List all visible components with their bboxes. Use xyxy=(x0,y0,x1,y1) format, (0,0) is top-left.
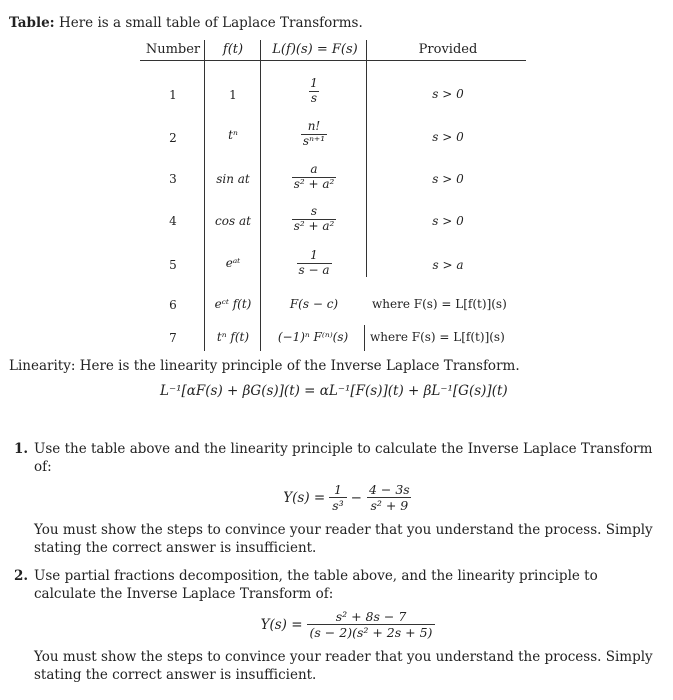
col-divider-3 xyxy=(366,40,367,277)
row-5-number: 5 xyxy=(169,258,177,272)
row-7-f: tⁿ f(t) xyxy=(216,330,250,344)
linearity-text: Here is the linearity principle of the Inverse Laplace Transform. xyxy=(79,358,520,374)
row-3-f: sin at xyxy=(216,172,250,186)
problem-2-number: 2. xyxy=(14,568,29,584)
header-rule xyxy=(140,60,526,61)
row-1-F-den: s xyxy=(310,90,318,105)
row-1-F xyxy=(262,76,366,106)
row-4-F-num: s xyxy=(310,204,318,218)
linearity-label: Linearity: xyxy=(9,358,76,374)
row-6-provided: where F(s) = L[f(t)](s) xyxy=(372,297,507,311)
problem-2-frac-den: (s − 2)(s² + 2s + 5) xyxy=(307,624,436,640)
problem-2-text: Use partial fractions decomposition, the table above, and the linearity principle to calculate the Inverse Laplace Transform of: xyxy=(34,568,598,602)
problem-1-frac2-den: s² + 9 xyxy=(367,497,411,513)
col-divider-2 xyxy=(260,40,261,351)
problem-2-frac-num: s² + 8s − 7 xyxy=(335,609,407,624)
row-1-provided: s > 0 xyxy=(432,87,464,101)
row-4-number: 4 xyxy=(169,214,177,228)
row-7-provided: where F(s) = L[f(t)](s) xyxy=(370,330,505,344)
problem-1 xyxy=(14,440,662,557)
col-divider-1 xyxy=(204,40,205,351)
row-5-provided: s > a xyxy=(432,258,464,272)
row-1-number: 1 xyxy=(169,88,177,102)
problem-1-note: You must show the steps to convince your reader that you understand the process. Simply stating the correct answer is insufficient. xyxy=(34,522,653,556)
row-4-F-den: s² + a² xyxy=(293,218,335,233)
header-provided: Provided xyxy=(418,42,478,57)
problem-2-lhs: Y(s) = xyxy=(260,616,303,633)
problem-1-frac2-num: 4 − 3s xyxy=(368,482,410,497)
row-7-F: (−1)ⁿ F⁽ⁿ⁾(s) xyxy=(277,330,349,344)
row-1-f: 1 xyxy=(229,88,237,102)
linearity-paragraph xyxy=(9,358,520,374)
header-number: Number xyxy=(145,42,201,57)
row-3-provided: s > 0 xyxy=(432,172,464,186)
linearity-equation: L⁻¹[αF(s) + βG(s)](t) = αL⁻¹[F(s)](t) + βL⁻¹[G(s)](t) xyxy=(160,383,508,399)
row-3-number: 3 xyxy=(169,172,177,186)
row-2-F-den: sⁿ⁺¹ xyxy=(302,133,326,148)
table-heading-label: Table: xyxy=(9,15,55,31)
problem-2-note: You must show the steps to convince your reader that you understand the process. Simply stating the correct answer is insufficient. xyxy=(34,649,653,683)
row-4-f: cos at xyxy=(215,214,251,228)
row-6-f: eᶜᵗ f(t) xyxy=(214,297,252,311)
row-6-number: 6 xyxy=(169,298,177,312)
problem-1-frac1-num: 1 xyxy=(333,482,342,497)
col-divider-3b xyxy=(364,325,365,351)
row-6-F: F(s − c) xyxy=(289,297,339,311)
row-1-F-num: 1 xyxy=(310,76,318,90)
row-2-F xyxy=(262,119,366,149)
row-2-F-num: n! xyxy=(307,119,321,133)
row-3-F-den: s² + a² xyxy=(293,176,335,191)
header-f: f(t) xyxy=(222,42,244,57)
row-2-number: 2 xyxy=(169,131,177,145)
header-F: L(f)(s) = F(s) xyxy=(272,42,358,57)
row-3-F-num: a xyxy=(310,162,318,176)
row-7-number: 7 xyxy=(169,331,177,345)
problem-2-equation xyxy=(34,609,662,640)
problem-1-text: Use the table above and the linearity principle to calculate the Inverse Laplace Transform of: xyxy=(34,441,653,475)
problem-1-frac1-den: s³ xyxy=(329,497,346,513)
problem-1-op: − xyxy=(350,489,362,506)
row-5-F-num: 1 xyxy=(310,248,318,262)
row-2-provided: s > 0 xyxy=(432,130,464,144)
problem-1-lhs: Y(s) = xyxy=(283,489,326,506)
row-5-F-den: s − a xyxy=(298,262,330,277)
problem-list xyxy=(14,440,662,690)
table-heading xyxy=(9,15,363,31)
problem-2 xyxy=(14,567,662,684)
table-heading-text: Here is a small table of Laplace Transforms. xyxy=(58,15,363,31)
laplace-table xyxy=(140,40,526,351)
row-3-F xyxy=(262,162,366,192)
row-4-provided: s > 0 xyxy=(432,214,464,228)
problem-1-equation xyxy=(34,482,662,513)
row-2-f: tⁿ xyxy=(228,128,238,142)
row-4-F xyxy=(262,204,366,234)
row-5-f: eᵃᵗ xyxy=(225,256,241,270)
problem-1-number: 1. xyxy=(14,441,29,457)
row-5-F xyxy=(262,248,366,278)
